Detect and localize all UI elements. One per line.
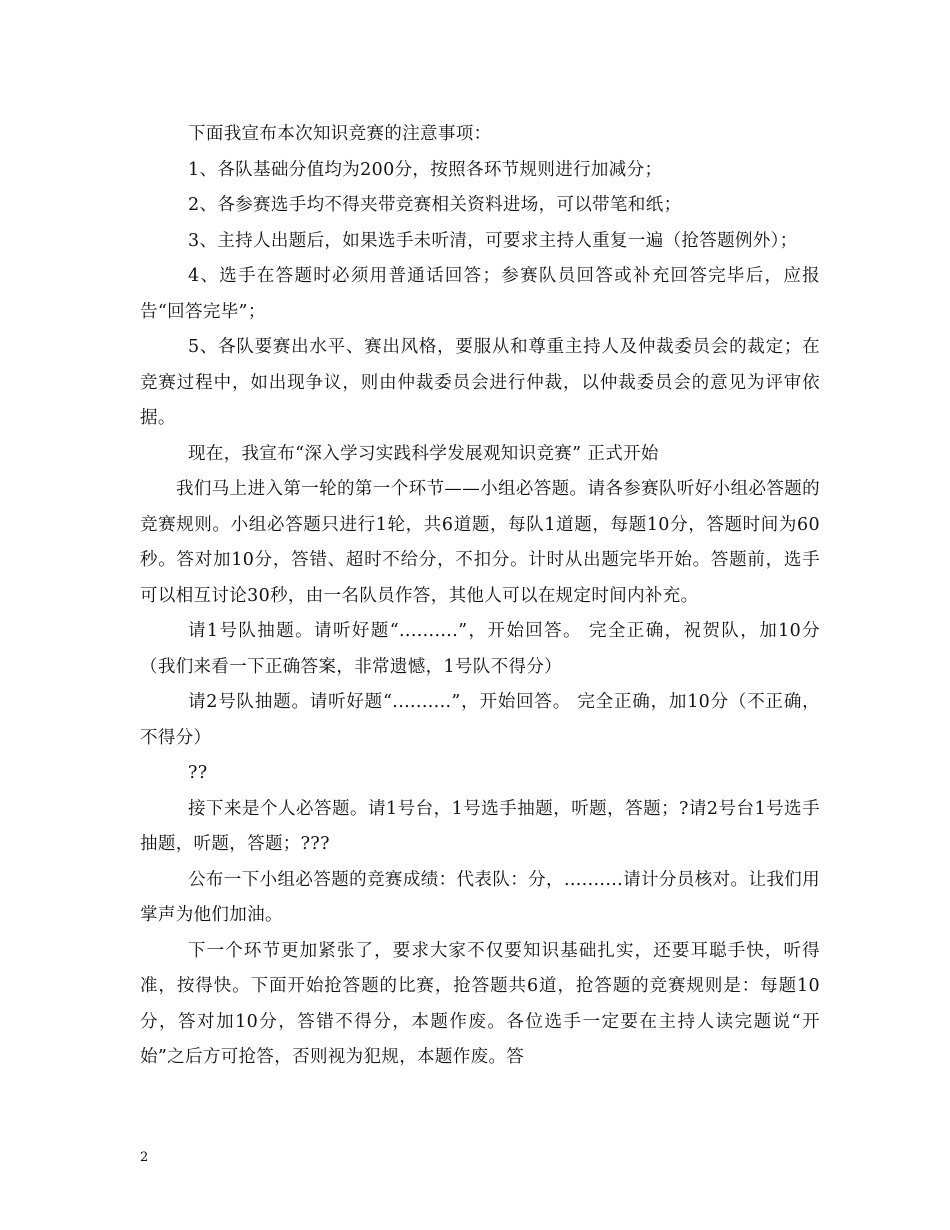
paragraph-rule-1: 1、各队基础分值均为200分，按照各环节规则进行加减分；	[188, 159, 663, 180]
paragraph-rule-4: 4、选手在答题时必须用普通话回答；参赛队员回答或补充回答完毕后，应报告“回答完毕”；	[140, 266, 820, 322]
paragraph-rule-5: 5、各队要赛出水平、赛出风格，要服从和尊重主持人及仲裁委员会的裁定；在竞赛过程中，如出现争议，则由仲裁委员会进行仲裁，以仲裁委员会的意见为评审依据。	[140, 337, 820, 428]
paragraph-individual-round: 接下来是个人必答题。请1号台，1号选手抽题，听题，答题；?请2号台1号选手抽题，听题，答题；???	[140, 798, 820, 854]
paragraph-group-round-rules: 我们马上进入第一轮的第一个环节——小组必答题。请各参赛队听好小组必答题的竞赛规则。小组必答题只进行1轮，共6道题，每队1道题，每题10分，答题时间为60秒。答对加10分，答错、超时不给分，不扣分。计时从出题完毕开始。答题前，选手可以相互讨论30秒，由一名队员作答，其他人可以在规定时间内补充。	[140, 479, 820, 606]
paragraph-notice-intro: 下面我宣布本次知识竞赛的注意事项：	[188, 124, 492, 144]
document-body	[140, 117, 820, 1076]
paragraph-score-announcement: 公布一下小组必答题的竞赛成绩：代表队：分，..........请计分员核对。让我们用掌声为他们加油。	[140, 869, 820, 925]
paragraph-start-announcement: 现在，我宣布“深入学习实践科学发展观知识竞赛” 正式开始	[188, 443, 659, 464]
paragraph-team-2: 请2号队抽题。请听好题“..........”，开始回答。 完全正确，加10分（不正确，不得分）	[140, 692, 820, 748]
paragraph-team-1: 请1号队抽题。请听好题“..........”，开始回答。 完全正确，祝贺队，加10分（我们来看一下正确答案，非常遗憾，1号队不得分）	[140, 621, 820, 677]
paragraph-ellipsis: ??	[188, 763, 208, 783]
paragraph-rule-2: 2、各参赛选手均不得夹带竞赛相关资料进场，可以带笔和纸；	[188, 195, 682, 215]
paragraph-rule-3: 3、主持人出题后，如果选手未听清，可要求主持人重复一遍（抢答题例外）；	[188, 230, 798, 251]
paragraph-buzzer-round-rules: 下一个环节更加紧张了，要求大家不仅要知识基础扎实，还要耳聪手快，听得准，按得快。下面开始抢答题的比赛，抢答题共6道，抢答题的竞赛规则是：每题10分，答对加10分，答错不得分，本题作废。各位选手一定要在主持人读完题说“开始”之后方可抢答，否则视为犯规，本题作废。答	[140, 940, 820, 1067]
page-number: 2	[140, 1150, 149, 1165]
